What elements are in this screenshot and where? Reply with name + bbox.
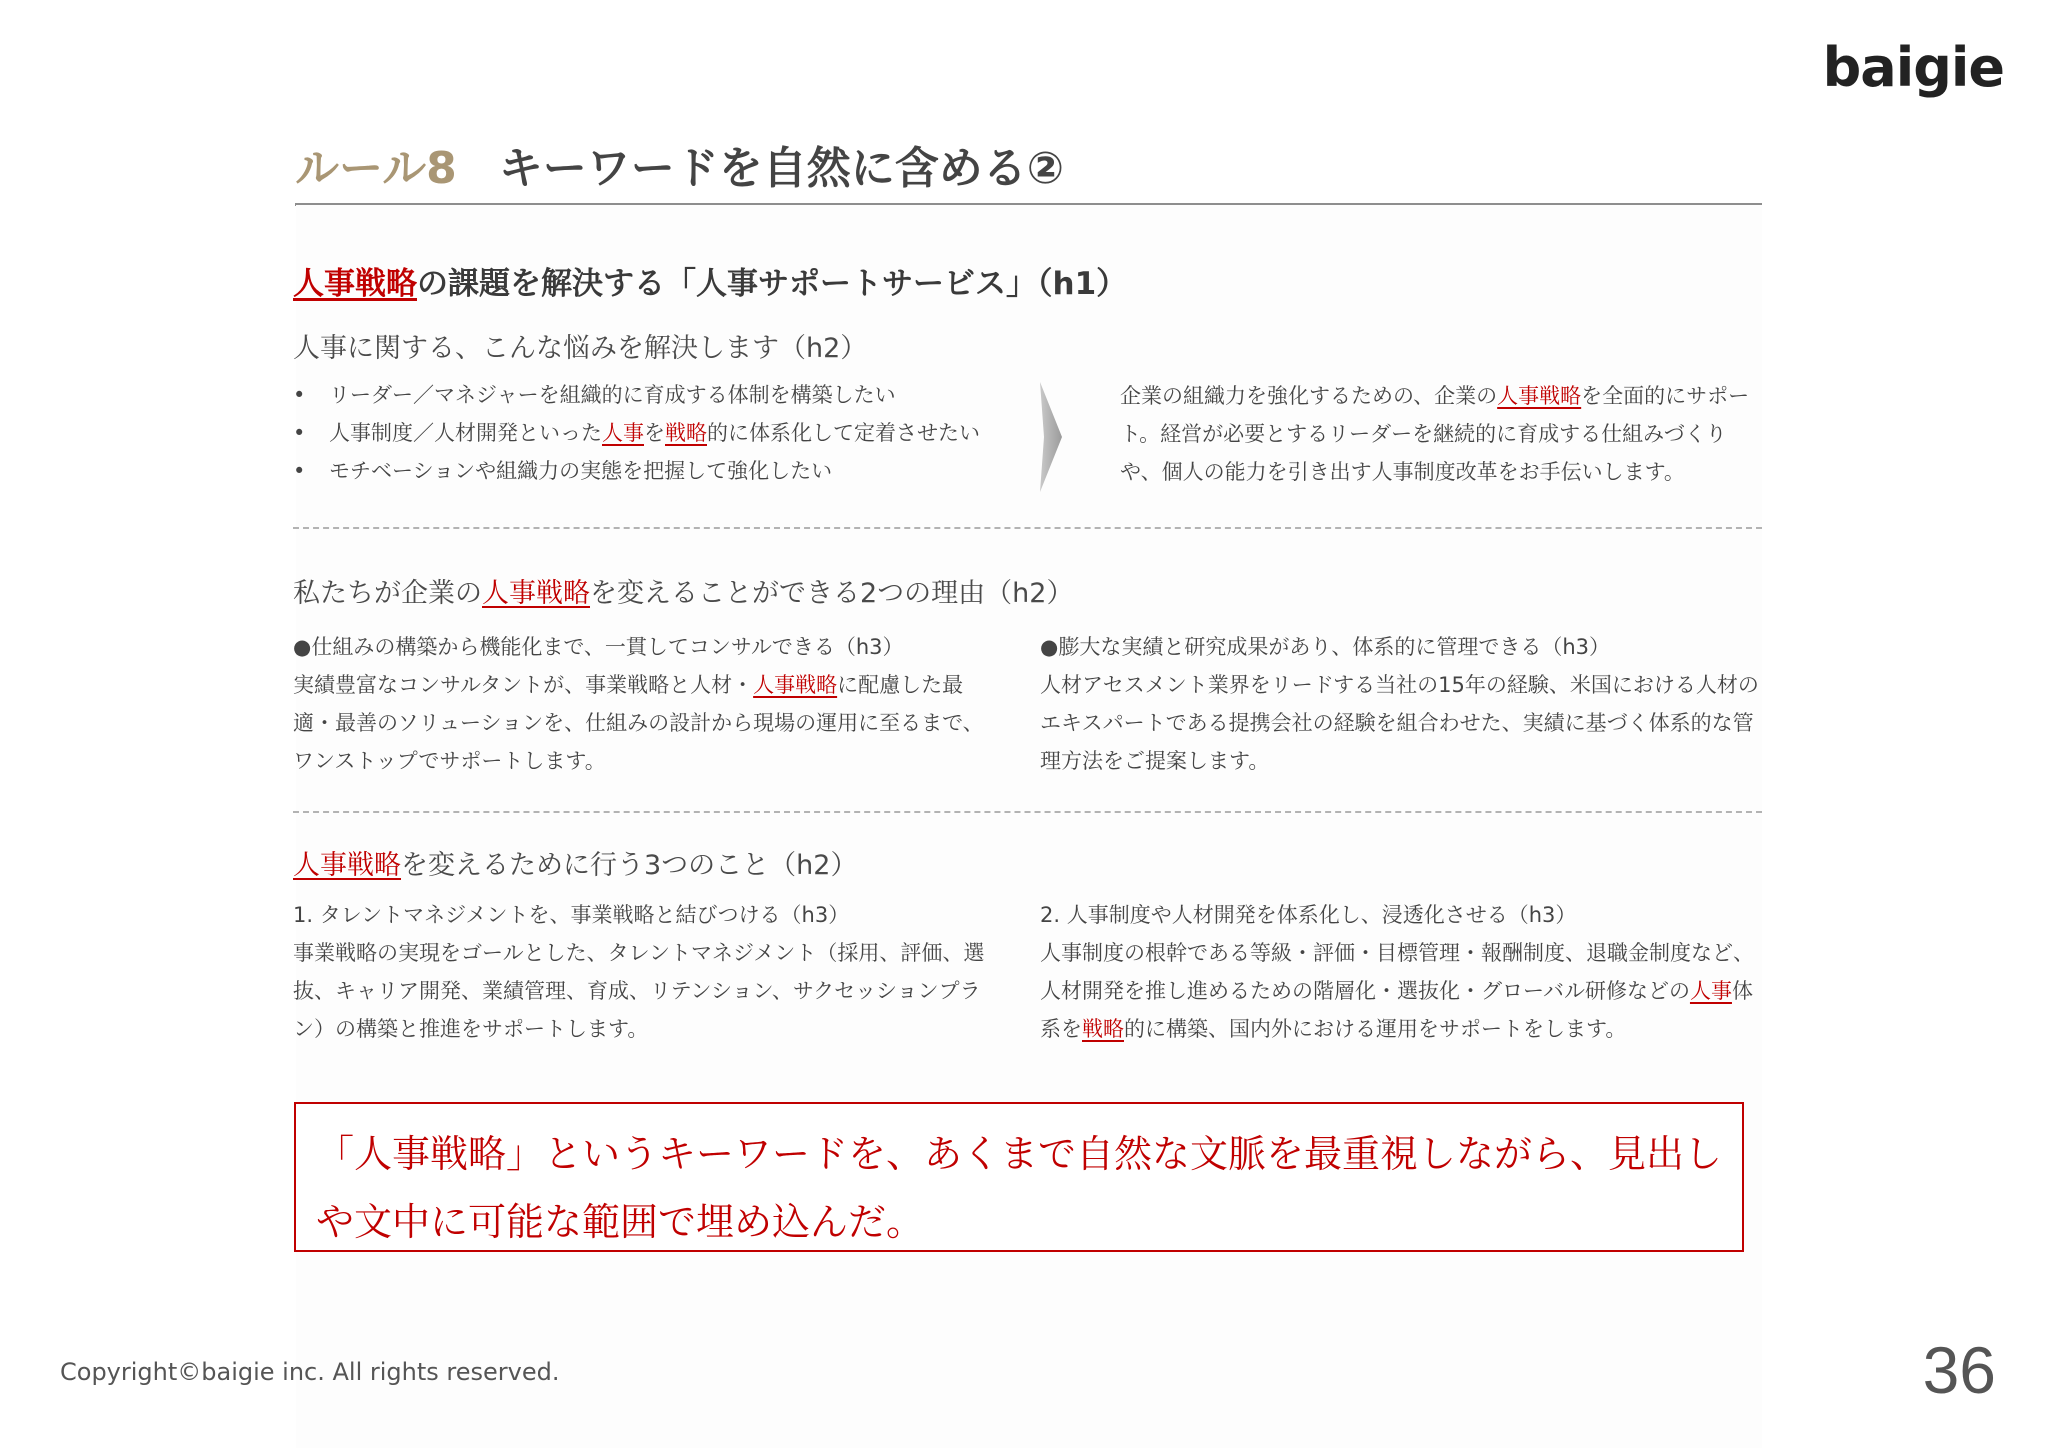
slide-title	[295, 132, 1064, 196]
sample-h1	[293, 258, 1127, 303]
dashed-divider	[293, 811, 1762, 813]
reason-1: ●仕組みの構築から機能化まで、一貫してコンサルできる（h3） 実績豊富なコンサルタントが、事業戦略と人材・人事戦略に配慮した最適・最善のソリューションを、仕組みの設計から現場の運用に至るまで、ワンストップでサポートします。	[293, 628, 993, 780]
keyword-highlight: 人事戦略	[1497, 384, 1582, 408]
reason-2: ●膨大な実績と研究成果があり、体系的に管理できる（h3） 人材アセスメント業界をリードする当社の15年の経験、米国における人材のエキスパートである提携会社の経験を組合わせた、実績に基づく体系的な管理方法をご提案します。	[1040, 628, 1760, 780]
section1-h2: 人事に関する、こんな悩みを解決します（h2）	[293, 333, 868, 364]
reason-2-h3: ●膨大な実績と研究成果があり、体系的に管理できる（h3）	[1040, 635, 1610, 659]
section2-h2: 私たちが企業の人事戦略を変えることができる2つの理由（h2）	[293, 578, 1074, 609]
bullet-icon: •	[293, 383, 306, 407]
list-item: • 人事制度／人材開発といった人事を戦略的に体系化して定着させたい	[293, 414, 980, 452]
keyword-highlight: 人事戦略	[293, 850, 401, 881]
copyright-notice: Copyright©baigie inc. All rights reserved.	[60, 1358, 560, 1386]
dashed-divider	[293, 527, 1762, 529]
page-number: 36	[1922, 1333, 1996, 1407]
baigie-logo: baigie	[1822, 36, 2004, 99]
reason-1-h3: ●仕組みの構築から機能化まで、一貫してコンサルできる（h3）	[293, 635, 904, 659]
action-1: 1. タレントマネジメントを、事業戦略と結びつける（h3） 事業戦略の実現をゴールとした、タレントマネジメント（採用、評価、選抜、キャリア開発、業績管理、育成、リテンション、サクセッションプラン）の構築と推進をサポートします。	[293, 896, 993, 1048]
keyword-highlight: 人事戦略	[293, 266, 417, 302]
summary-callout: 「人事戦略」というキーワードを、あくまで自然な文脈を最重視しながら、見出しや文中に可能な範囲で埋め込んだ。	[294, 1102, 1744, 1252]
section3-h2: 人事戦略を変えるために行う3つのこと（h2）	[293, 850, 858, 881]
list-item: • モチベーションや組織力の実態を把握して強化したい	[293, 452, 980, 490]
keyword-highlight: 戦略	[665, 421, 707, 445]
action-2-h3: 2. 人事制度や人材開発を体系化し、浸透化させる（h3）	[1040, 903, 1577, 927]
bullet-icon: •	[293, 459, 306, 483]
keyword-highlight: 人事	[602, 421, 644, 445]
keyword-highlight: 人事	[1689, 979, 1732, 1003]
h1-text: の課題を解決する「人事サポートサービス」（h1）	[417, 266, 1128, 302]
action-2: 2. 人事制度や人材開発を体系化し、浸透化させる（h3） 人事制度の根幹である等級・評価・目標管理・報酬制度、退職金制度など、人材開発を推し進めるための階層化・選抜化・グローバル研修などの人事体系を戦略的に構築、国内外における運用をサポートをします。	[1040, 896, 1760, 1048]
action-1-h3: 1. タレントマネジメントを、事業戦略と結びつける（h3）	[293, 903, 850, 927]
bullet-icon: •	[293, 421, 306, 445]
keyword-highlight: 人事戦略	[753, 673, 838, 697]
concern-list	[293, 376, 980, 490]
chevron-right-icon	[1040, 382, 1062, 496]
keyword-highlight: 戦略	[1082, 1017, 1124, 1041]
list-item: • リーダー／マネジャーを組織的に育成する体制を構築したい	[293, 376, 980, 414]
solution-paragraph: 企業の組織力を強化するための、企業の人事戦略を全面的にサポート。経営が必要とするリーダーを継続的に育成する仕組みづくりや、個人の能力を引き出す人事制度改革をお手伝いします。	[1120, 384, 1750, 484]
rule-number: ルール8	[295, 143, 457, 194]
slide-title-text: キーワードを自然に含める②	[498, 143, 1065, 194]
keyword-highlight: 人事戦略	[482, 578, 590, 609]
